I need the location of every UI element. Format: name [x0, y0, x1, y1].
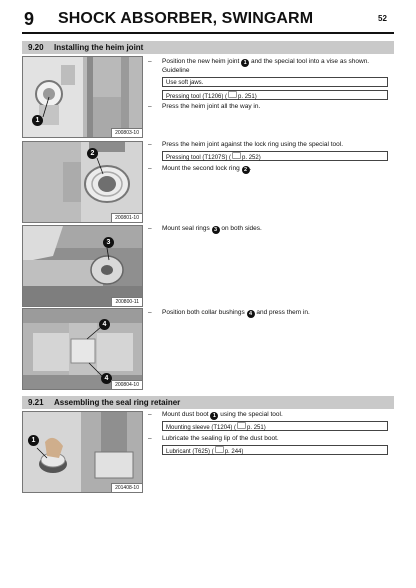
- step-text: Press the heim joint all the way in.: [162, 103, 261, 110]
- section-title: Installing the heim joint: [54, 43, 144, 52]
- callout-3: 3: [103, 237, 114, 248]
- photo-seal-rings: [23, 226, 142, 306]
- box-text: Pressing tool (T1206) (: [166, 94, 228, 100]
- step-text: [162, 164, 392, 174]
- step-text-post: and press them in.: [256, 309, 310, 316]
- step-text: [162, 308, 392, 318]
- figure-collar-bushings: [22, 308, 143, 390]
- section-number: 9.20: [28, 43, 44, 52]
- box-text: Lubricant (T625) (: [166, 449, 214, 455]
- callout-2: 2: [87, 148, 98, 159]
- step-text-pre: Position the new heim joint: [162, 58, 240, 65]
- chapter-number: 9: [24, 9, 35, 29]
- step-text-post: .: [249, 165, 252, 172]
- tool-box-mounting-sleeve-t1204: [162, 421, 388, 431]
- callout-1: 1: [28, 435, 39, 446]
- photo-heim-joint-vise: [23, 57, 142, 137]
- step-dash: –: [148, 411, 152, 418]
- inline-callout: 3: [212, 226, 220, 234]
- page-reference-link[interactable]: p. 251): [247, 425, 266, 431]
- step-dash: –: [148, 309, 152, 316]
- page-reference-icon: [215, 446, 224, 453]
- inline-callout: 1: [241, 59, 249, 67]
- step-text-pre: Position both collar bushings: [162, 309, 245, 316]
- step-dash: –: [148, 58, 152, 65]
- page-reference-icon: [232, 152, 241, 159]
- step-text-pre: Mount seal rings: [162, 225, 210, 232]
- section-heading-9-20: [22, 41, 394, 54]
- photo-collar-bushings: [23, 309, 142, 389]
- figure-seal-rings: [22, 225, 143, 307]
- box-text: Mounting sleeve (T1204) (: [166, 425, 237, 431]
- box-text: Use soft jaws.: [166, 80, 204, 86]
- tool-box-pressing-t1206: [162, 90, 388, 100]
- page-reference-icon: [237, 422, 246, 429]
- section-title: Assembling the seal ring retainer: [54, 398, 181, 407]
- step-text-post: and the special tool into a vise as shown.: [250, 58, 370, 65]
- step-text: [162, 224, 392, 234]
- figure-id: 200800-11: [111, 297, 142, 306]
- inline-callout: 2: [242, 166, 250, 174]
- step-dash: –: [148, 165, 152, 172]
- step-dash: –: [148, 141, 152, 148]
- step-dash: –: [148, 435, 152, 442]
- guideline-box-soft-jaws: [162, 77, 388, 87]
- header-rule: [22, 32, 394, 34]
- page-reference-link[interactable]: p. 244): [224, 449, 244, 455]
- step-text-post: on both sides.: [221, 225, 262, 232]
- figure-dust-boot: [22, 411, 143, 493]
- step-text: Lubricate the sealing lip of the dust boot.: [162, 435, 279, 442]
- photo-dust-boot: [23, 412, 142, 492]
- step-text: [162, 410, 392, 420]
- figure-heim-joint-vise: [22, 56, 143, 138]
- page-reference-link[interactable]: p. 251): [238, 94, 257, 100]
- guideline-label: Guideline: [162, 67, 190, 74]
- tool-box-pressing-t1207s: [162, 151, 388, 161]
- figure-lock-ring: [22, 141, 143, 223]
- callout-4-bottom: 4: [101, 373, 112, 384]
- inline-callout: 4: [247, 310, 255, 318]
- inline-callout: 1: [210, 412, 218, 420]
- step-dash: –: [148, 225, 152, 232]
- step-text-pre: Mount dust boot: [162, 411, 209, 418]
- chapter-title: SHOCK ABSORBER, SWINGARM: [58, 10, 314, 27]
- section-heading-9-21: [22, 396, 394, 409]
- page-reference-link[interactable]: p. 252): [242, 155, 261, 161]
- figure-id: 200801-10: [111, 213, 142, 222]
- step-text: [162, 57, 392, 67]
- figure-id: 201408-10: [111, 483, 142, 492]
- callout-4-top: 4: [99, 319, 110, 330]
- step-text: Press the heim joint against the lock ring using the special tool.: [162, 141, 344, 148]
- figure-id: 200804-10: [111, 380, 142, 389]
- page-header: [0, 0, 416, 40]
- lubricant-box-t625: [162, 445, 388, 455]
- photo-lock-ring: [23, 142, 142, 222]
- section-number: 9.21: [28, 398, 44, 407]
- step-text-post: using the special tool.: [220, 411, 283, 418]
- step-dash: –: [148, 103, 152, 110]
- page-reference-icon: [228, 91, 237, 98]
- figure-id: 200803-10: [111, 128, 142, 137]
- page-number: 52: [378, 14, 387, 23]
- step-text-pre: Mount the second lock ring: [162, 165, 240, 172]
- callout-1: 1: [32, 115, 43, 126]
- box-text: Pressing tool (T1207S) (: [166, 155, 232, 161]
